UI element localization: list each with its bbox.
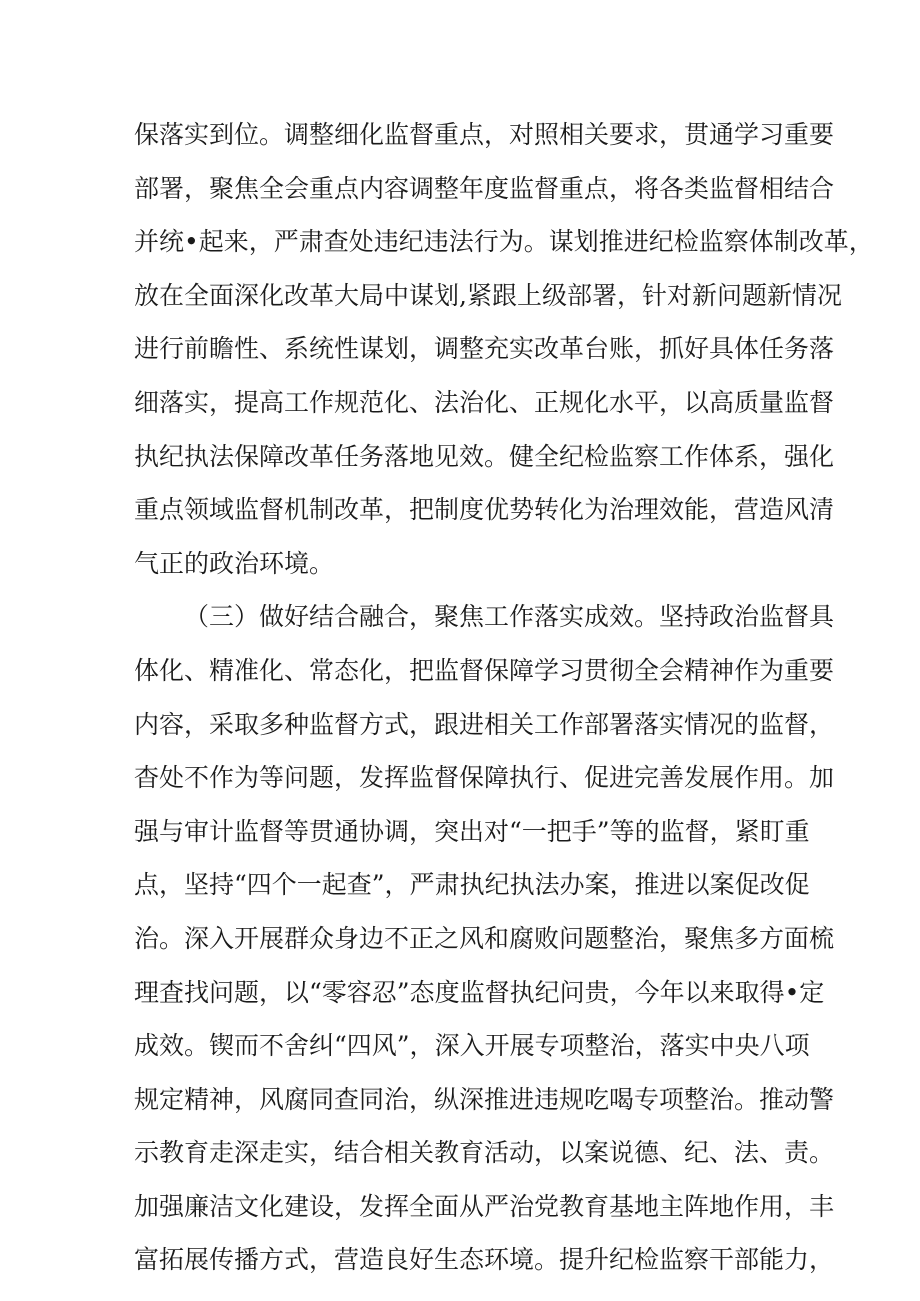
text-line: 杳处不作为等问题，发挥监督保障执行、促进完善发展作用。加 [134,763,835,793]
text-line: 部署，聚焦全会重点内容调整年度监督重点，将各类监督相结合 [134,173,835,203]
text-line: 理査找问题，以“零容忍”态度监督执纪问贵，今年以来取得•定 [134,977,825,1007]
text-line: 成效。锲而不舍纠“四风”，深入开展专项整治，落实中央八项 [134,1031,810,1061]
text-line: 保落实到位。调整细化监督重点，对照相关要求，贯通学习重要 [134,120,835,149]
text-line: 加强廉洁文化建设，发挥全面从严治党教育基地主阵地作用，丰 [134,1191,835,1221]
text-line: 体化、精准化、常态化，把监督保障学习贯彻全会精神作为重要 [134,655,835,685]
text-line: 示教育走深走实，结合相关教育活动，以案说德、纪、法、责。 [134,1138,835,1168]
text-line: 并统•起来，严肃查处违纪违法行为。谋划推进纪检监察体制改革， [134,227,874,257]
text-line: 重点领域监督机制改革，把制度优势转化为治理效能，营造风清 [134,495,835,525]
document-body [134,108,874,1287]
text-line: 强与审计监督等贯通协调，突出对“一把手”等的监督，紧盯重 [134,816,810,846]
text-line: 执纪执法保障改革任务落地见效。健全纪检监察工作体系，强化 [134,441,835,471]
section-heading-line: （三）做好结合融合，聚焦工作落实成效。坚持政治监督具 [184,602,835,632]
text-line: 富拓展传播方式，营造良好生态环境。提升纪检监察干部能力， [134,1245,835,1275]
text-line: 气正的政治环境。 [134,548,335,578]
text-line: 规定精神，风腐同查同治，纵深推进违规吃喝专项整治。推动警 [134,1084,835,1114]
text-line: 点，坚持“四个一起查”，严肃执纪执法办案，推进以案促改促 [134,870,810,900]
text-line: 放在全面深化改革大局中谋划,紧跟上级部署，针对新问题新情况 [134,280,842,310]
text-line: 进行前瞻性、系统性谋划，调整充实改革台账，抓好具体任务落 [134,334,835,364]
text-line: 内容，采取多种监督方式，跟进相关工作部署落实情况的监督， [134,709,835,739]
text-line: 治。深入开展群众身边不正之风和腐败问题整治，聚焦多方面梳 [134,923,835,953]
text-line: 细落实，提高工作规范化、法治化、正规化水平，以高质量监督 [134,387,835,417]
